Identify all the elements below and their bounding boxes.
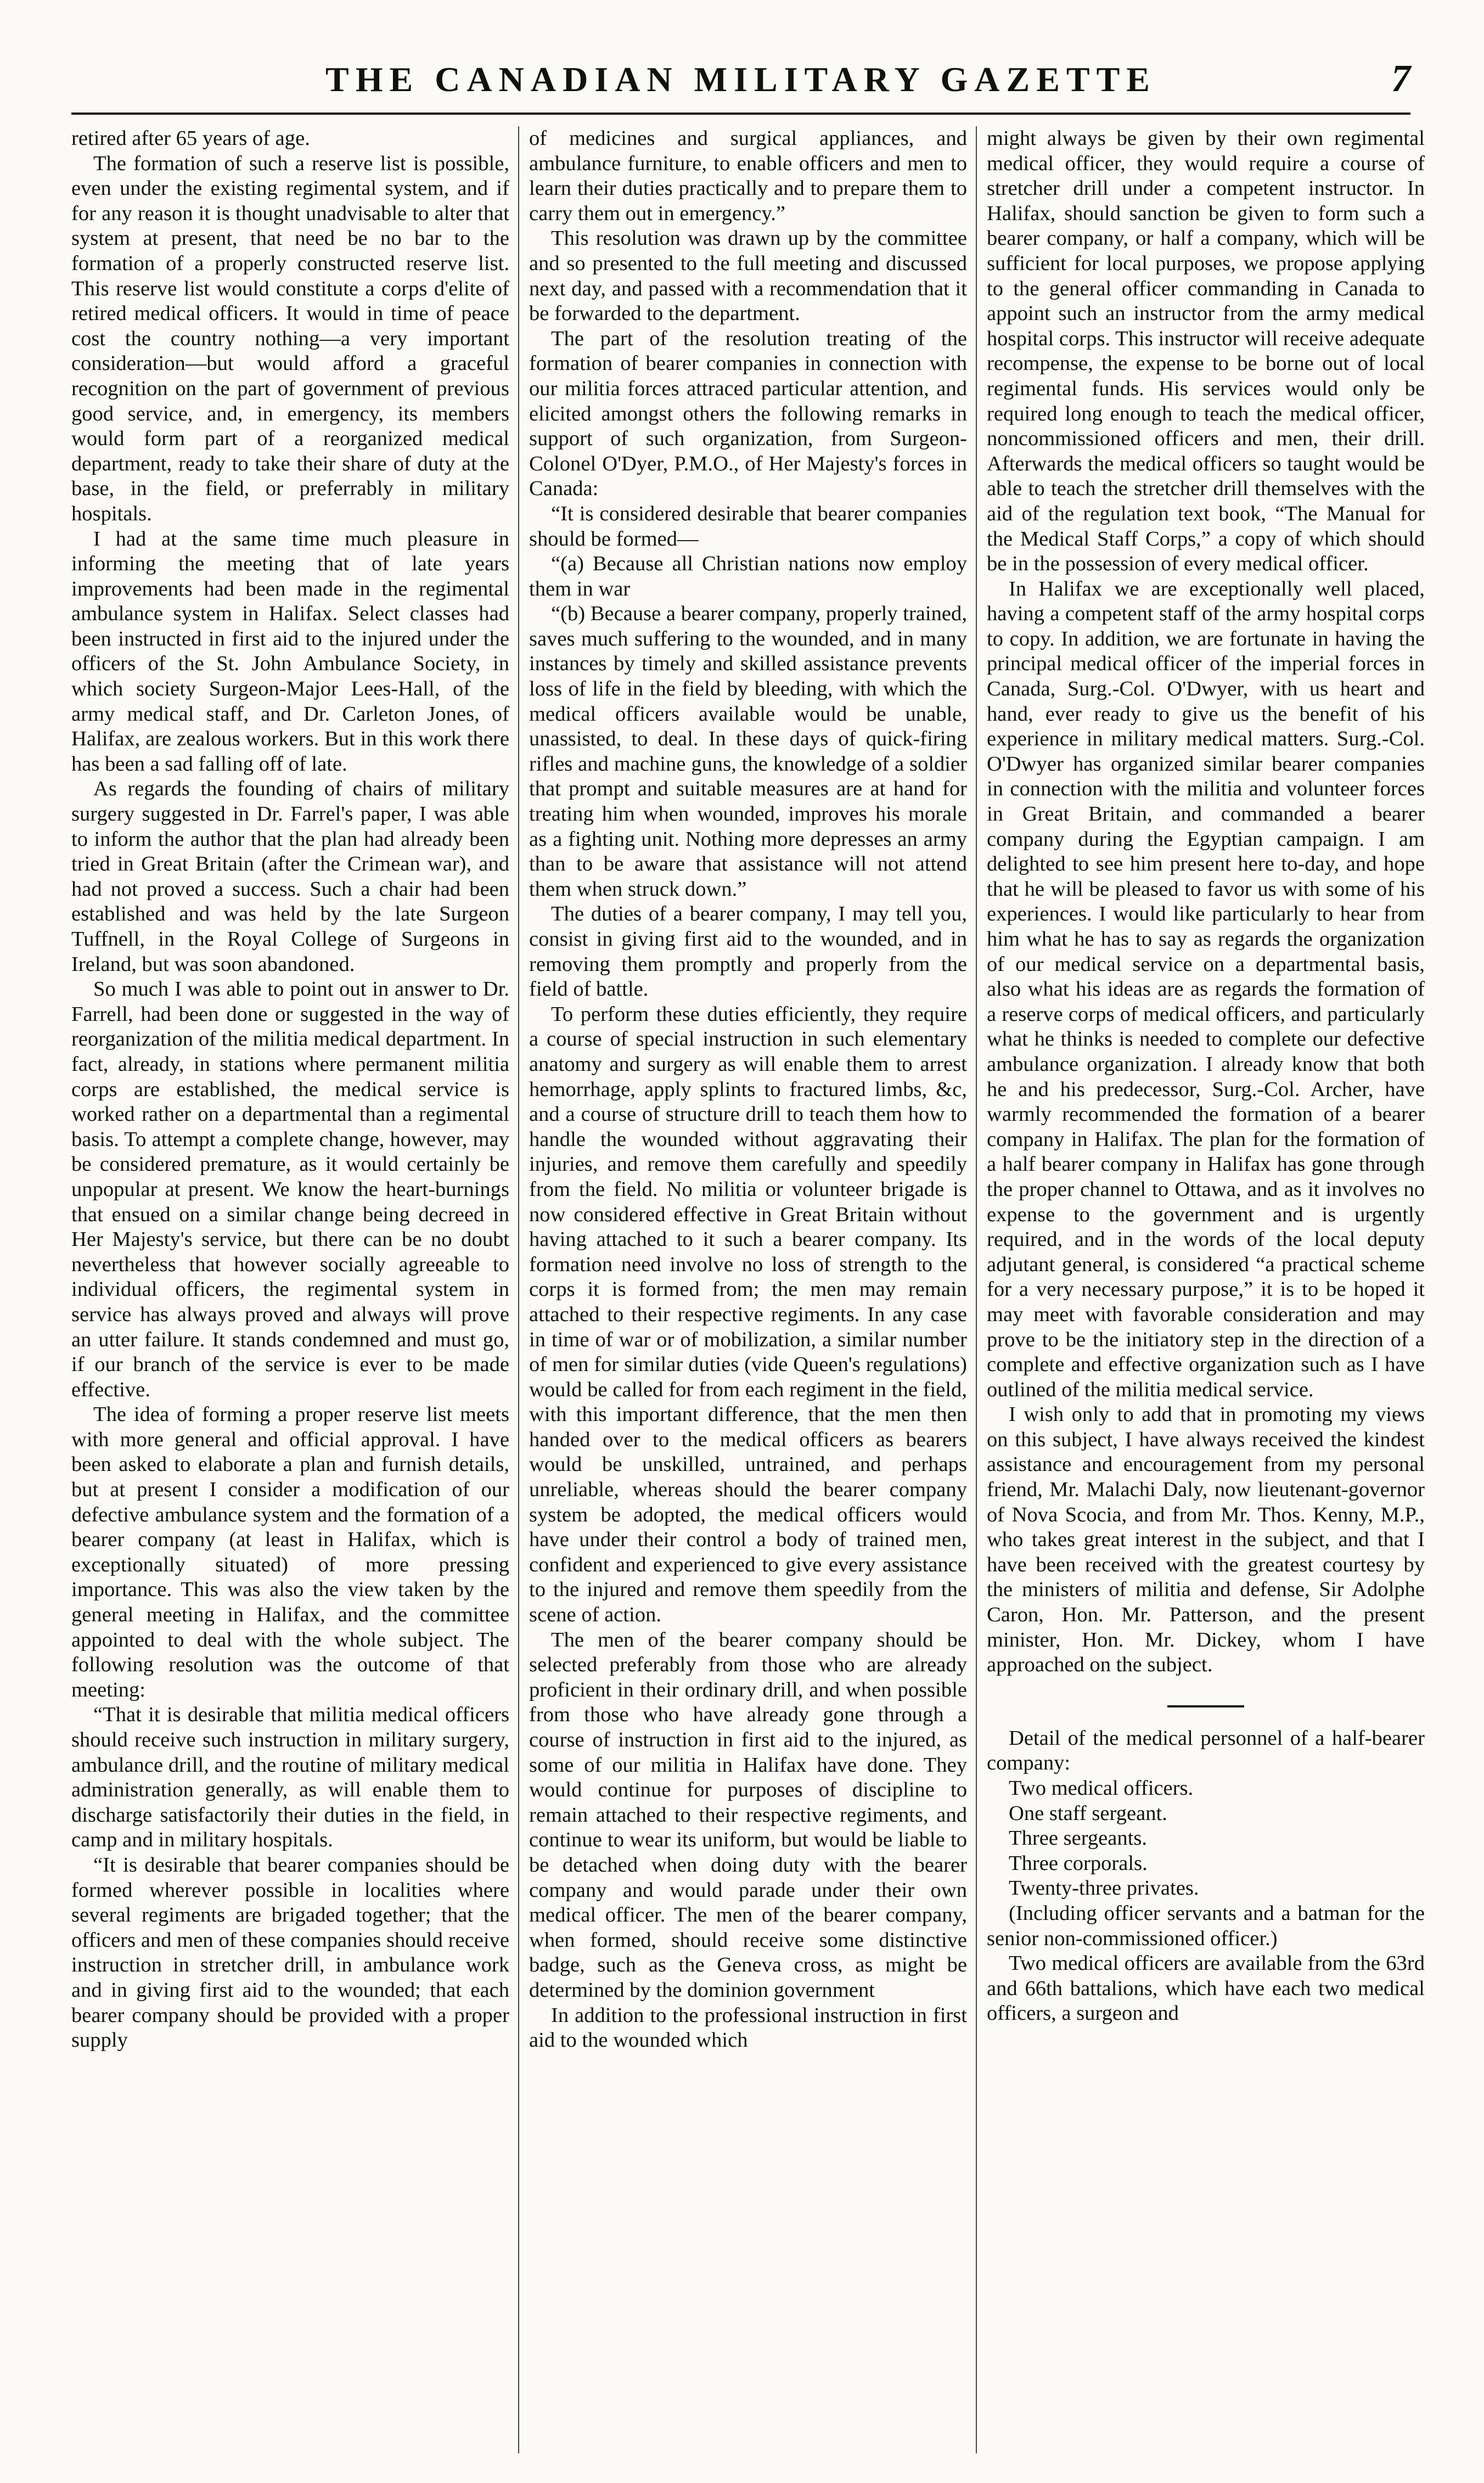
paragraph: The formation of such a reserve list is possible, even under the existing regimental system, and if for any reason it is thought unadvisable to alter that system at present, that need be no bar to the formation of a properly constructed reserve list. This reserve list would constitute a corps d'elite of retired medical officers. It would in time of peace cost the country nothing—a very important consideration—but would afford a graceful recognition on the part of government of previous good service, and, in emergency, its members would form part of a reorganized medical department, ready to take their share of duty at the base, in the field, or preferrably in military hospitals. (71, 151, 509, 525)
column-2 (529, 126, 967, 2459)
list-item: Three corporals. (1009, 1851, 1148, 1875)
column-1 (71, 126, 509, 2459)
paragraph: retired after 65 years of age. (71, 127, 310, 150)
paragraph: I had at the same time much pleasure in informing the meeting that of late years improvements had been made in the regimental ambulance system in Halifax. Select classes had been instructed in first aid to the injured under the officers of the St. John Ambulance Society, in which society Surgeon-Major Lees-Hall, of the army medical staff, and Dr. Carleton Jones, of Halifax, are zealous workers. But in this work there has been a sad falling off of late. (71, 527, 509, 776)
paragraph: The part of the resolution treating of the formation of bearer companies in connection with our militia forces attraced particular attention, and elicited amongst others the following remarks in support of such organization, from Surgeon-Colonel O'Dyer, P.M.O., of Her Majesty's forces in Canada: (529, 327, 967, 501)
page-number: 7 (1391, 58, 1410, 100)
paragraph: might always be given by their own regimental medical officer, they would require a course of stretcher drill under a competent instructor. In Halifax, should sanction be given to form such a bearer company, or half a company, which will be sufficient for local purposes, we propose applying to the general officer commanding in Canada to appoint such an instructor from the army medical hospital corps. This instructor will receive adequate recompense, the expense to be borne out of local regimental funds. His services would only be required long enough to teach the medical officer, noncommissioned officers and men, their drill. Afterwards the medical officers so taught would be able to teach the stretcher drill themselves with the aid of the regulation text book, “The Manual for the Medical Staff Corps,” a copy of which should be in the possession of every medical officer. (987, 127, 1425, 576)
paragraph: The idea of forming a proper reserve list meets with more general and official approval. I have been asked to elaborate a plan and furnish details, but at present I consider a modification of our defective ambulance system and the formation of a bearer company (at least in Halifax, which is exceptionally situated) of more pressing importance. This was also the view taken by the general meeting in Halifax, and the committee appointed to deal with the whole subject. The following resolution was the outcome of that meeting: (71, 1403, 509, 1701)
section-rule (1167, 1705, 1244, 1707)
masthead-title: THE CANADIAN MILITARY GAZETTE (325, 60, 1156, 99)
paragraph: To perform these duties efficiently, they require a course of special instruction in such elementary anatomy and surgery as will enable them to arrest hemorrhage, apply splints to fractured limbs, &c, and a course of structure drill to teach them how to handle the wounded without aggravating their injuries, and remove them carefully and speedily from the field. No militia or volunteer brigade is now considered effective in Great Britain without having attached to it such a bearer company. Its formation need involve no loss of strength to the corps it is formed from; the men may remain attached to their respective regiments. In any case in time of war or of mobilization, a similar number of men for similar duties (vide Queen's regulations) would be called for from each regiment in the field, with this important difference, that the men then handed over to the medical officers as bearers would be unskilled, untrained, and perhaps unreliable, whereas should the bearer company system be adopted, the medical officers would have under their control a body of trained men, confident and experienced to give every assistance to the injured and remove them speedily from the scene of action. (529, 1002, 967, 1627)
paragraph: of medicines and surgical appliances, and ambulance furniture, to enable officers and men to learn their duties practically and to prepare them to carry them out in emergency.” (529, 127, 967, 225)
column-divider (518, 126, 519, 2453)
paragraph: The men of the bearer company should be selected preferably from those who are already proficient in their ordinary drill, and when possible from those who have already gone through a course of instruction in first aid to the injured, as some of our militia in Halifax have done. They would continue for purposes of discipline to remain attached to their respective regiments, and continue to wear its uniform, but would be liable to be detached when doing duty with the bearer company and would parade under their own medical officer. The men of the bearer company, when formed, should receive some distinctive badge, such as the Geneva cross, as might be determined by the dominion government (529, 1628, 967, 2002)
paragraph: The duties of a bearer company, I may tell you, consist in giving first aid to the wounded, and in removing them promptly and properly from the field of battle. (529, 902, 967, 1001)
paragraph: “It is considered desirable that bearer companies should be formed— (529, 502, 967, 550)
paragraph: Two medical officers are available from the 63rd and 66th battalions, which have each two medical officers, a surgeon and (987, 1952, 1425, 2025)
paragraph: As regards the founding of chairs of military surgery suggested in Dr. Farrel's paper, I was able to inform the author that the plan had already been tried in Great Britain (after the Crimean war), and had not proved a success. Such a chair had been established and was held by the late Surgeon Tuffnell, in the Royal College of Surgeons in Ireland, but was soon abandoned. (71, 777, 509, 976)
column-3 (987, 126, 1425, 2459)
list-item: Twenty-three privates. (1009, 1877, 1199, 1900)
list-note: (Including officer servants and a batman for the senior non-commissioned officer.) (987, 1901, 1425, 1950)
paragraph: I wish only to add that in promoting my views on this subject, I have always received the kindest assistance and encouragement from my personal friend, Mr. Malachi Daly, now lieutenant-governor of Nova Scocia, and from Mr. Thos. Kenny, M.P., who takes great interest in the subject, and that I have been received with the greatest courtesy by the ministers of militia and defense, Sir Adolphe Caron, Hon. Mr. Patterson, and the present minister, Hon. Mr. Dickey, whom I have approached on the subject. (987, 1403, 1425, 1677)
list-item: Three sergeants. (1009, 1827, 1148, 1850)
paragraph: In addition to the professional instruction in first aid to the wounded which (529, 2003, 967, 2052)
paragraph: “That it is desirable that militia medical officers should receive such instruction in military surgery, ambulance drill, and the routine of military medical administration generally, as will enable them to discharge satisfactorily their duties in the field, in camp and in military hospitals. (71, 1703, 509, 1852)
list-item: One staff sergeant. (1009, 1801, 1167, 1825)
personnel-list (987, 1726, 1425, 2026)
page-header (71, 59, 1410, 110)
paragraph: “(b) Because a bearer company, properly trained, saves much suffering to the wounded, and in many instances by timely and skilled assistance prevents loss of life in the field by bleeding, with which the medical officers available would be unable, unassisted, to deal. In these days of quick-firing rifles and machine guns, the knowledge of a soldier that prompt and suitable measures are at hand for treating him when wounded, improves his morale as a fighting unit. Nothing more depresses an army than to be aware that assistance will not attend them when struck down.” (529, 602, 967, 901)
paragraph: In Halifax we are exceptionally well placed, having a competent staff of the army hospital corps to copy. In addition, we are fortunate in having the principal medical officer of the imperial forces in Canada, Surg.-Col. O'Dwyer, with us heart and hand, ever ready to give us the benefit of his experience in military medical matters. Surg.-Col. O'Dwyer has organized similar bearer companies in connection with the militia and volunteer forces in Great Britain, and commanded a bearer company during the Egyptian campaign. I am delighted to see him present here to-day, and hope that he will be pleased to favor us with some of his experiences. I would like particularly to hear from him what he has to say as regards the organization of our medical service on a departmental basis, also what his ideas are as regards the formation of a reserve corps of medical officers, and particularly what he thinks is needed to complete our defective ambulance organization. I already know that both he and his predecessor, Surg.-Col. Archer, have warmly recommended the formation of a bearer company in Halifax. The plan for the formation of a half bearer company in Halifax has gone through the proper channel to Ottawa, and as it involves no expense to the government and is urgently required, and in the words of the local deputy adjutant general, is considered “a practical scheme for a very necessary purpose,” it is to be hoped it may meet with favorable consideration and may prove to be the initiatory step in the direction of a complete and effective organization such as I have outlined of the militia medical service. (987, 577, 1425, 1401)
paragraph: “(a) Because all Christian nations now employ them in war (529, 552, 967, 600)
column-divider (976, 126, 977, 2453)
header-rule (71, 113, 1410, 115)
paragraph: So much I was able to point out in answer to Dr. Farrell, had been done or suggested in the way of reorganization of the militia medical department. In fact, already, in stations where permanent militia corps are established, the medical service is worked rather on a departmental than a regimental basis. To attempt a complete change, however, may be considered premature, as it would certainly be unpopular at present. We know the heart-burnings that ensued on a similar change being decreed in Her Majesty's service, but there can be no doubt nevertheless that however socially agreeable to individual officers, the regimental system in service has always proved and always will prove an utter failure. It stands condemned and must go, if our branch of the service is ever to be made effective. (71, 978, 509, 1401)
list-item: Two medical officers. (1009, 1777, 1194, 1800)
list-intro: Detail of the medical personnel of a half-bearer company: (987, 1726, 1425, 1775)
paragraph: This resolution was drawn up by the committee and so presented to the full meeting and discussed next day, and passed with a recommendation that it be forwarded to the department. (529, 227, 967, 325)
paragraph: “It is desirable that bearer companies should be formed wherever possible in localities where several regiments are brigaded together; that the officers and men of these companies should receive instruction in stretcher drill, in ambulance work and in giving first aid to the wounded; that each bearer company should be provided with a proper supply (71, 1853, 509, 2052)
